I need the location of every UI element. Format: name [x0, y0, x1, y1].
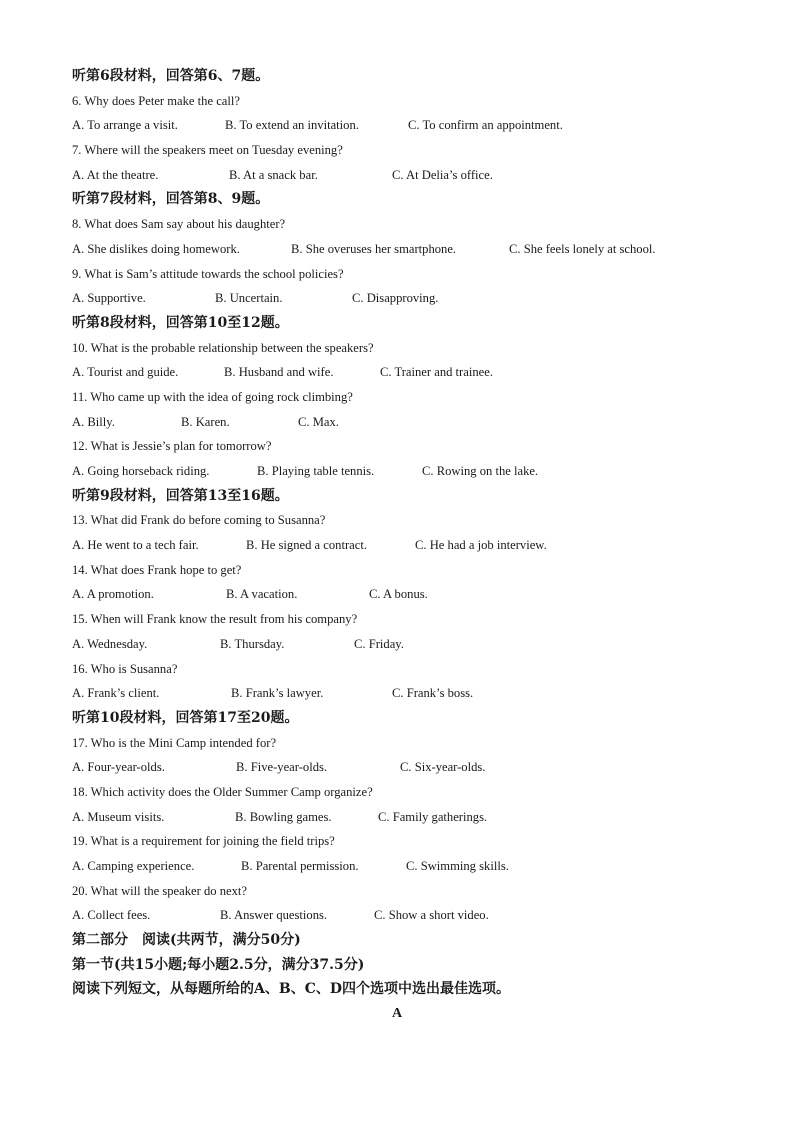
question-6: 6. Why does Peter make the call?: [72, 93, 240, 108]
option-b: B. A vacation.: [226, 587, 298, 602]
option-b: B. Five-year-olds.: [236, 760, 328, 775]
option-b: B. Uncertain.: [215, 291, 283, 306]
options-16: [72, 681, 722, 706]
section-heading-7: 听第7段材料，回答第8、9题。: [72, 191, 270, 208]
option-a: A. Going horseback riding.: [72, 464, 210, 478]
options-13: [72, 533, 722, 558]
options-19: [72, 854, 722, 879]
option-b: B. Bowling games.: [235, 809, 332, 824]
reading-instructions: 阅读下列短文，从每题所给的A、B、C、D四个选项中选出最佳选项。: [72, 981, 510, 998]
option-c: C. Show a short video.: [374, 908, 489, 923]
question-8: 8. What does Sam say about his daughter?: [72, 217, 286, 232]
question-18: 18. Which activity does the Older Summer Camp organize?: [72, 784, 373, 799]
option-c: C. Six-year-olds.: [400, 760, 486, 775]
option-b: B. Playing table tennis.: [257, 464, 375, 478]
option-a: A. Billy.: [72, 414, 115, 429]
option-c: C. Frank’s boss.: [392, 686, 474, 701]
option-c: C. Friday.: [354, 636, 404, 651]
option-c: C. She feels lonely at school.: [509, 241, 656, 256]
options-18: [72, 805, 722, 830]
option-a: A. Frank’s client.: [72, 686, 160, 701]
option-c: C. A bonus.: [369, 587, 428, 602]
option-b: B. Parental permission.: [241, 859, 359, 873]
section-heading-10: 听第10段材料，回答第17至20题。: [72, 709, 299, 726]
question-9: 9. What is Sam’s attitude towards the school policies?: [72, 266, 344, 281]
option-c: C. Max.: [298, 414, 339, 429]
option-a: A. At the theatre.: [72, 167, 159, 182]
exam-page: [72, 64, 722, 1027]
option-a: A. He went to a tech fair.: [72, 538, 199, 553]
question-19: 19. What is a requirement for joining the field trips?: [72, 834, 335, 849]
options-12: [72, 459, 722, 484]
option-b: B. Answer questions.: [220, 908, 328, 923]
passage-label: A: [391, 1006, 403, 1022]
option-c: C. Swimming skills.: [406, 859, 509, 873]
option-c: C. To confirm an appointment.: [408, 118, 563, 133]
section-one-heading: 第一节(共15小题;每小题2.5分，满分37.5分): [72, 956, 365, 973]
options-20: [72, 903, 722, 928]
option-a: A. Four-year-olds.: [72, 760, 165, 775]
options-10: [72, 360, 722, 385]
option-c: C. Rowing on the lake.: [422, 464, 539, 478]
question-11: 11. Who came up with the idea of going rock climbing?: [72, 389, 353, 404]
options-14: [72, 582, 722, 607]
question-12: 12. What is Jessie’s plan for tomorrow?: [72, 439, 272, 454]
option-a: A. To arrange a visit.: [72, 118, 178, 133]
question-16: 16. Who is Susanna?: [72, 661, 178, 676]
options-15: [72, 632, 722, 657]
option-c: C. At Delia’s office.: [392, 167, 493, 182]
option-b: B. Husband and wife.: [224, 365, 334, 380]
option-a: A. Collect fees.: [72, 908, 151, 923]
option-c: C. Family gatherings.: [378, 809, 488, 824]
options-11: [72, 410, 722, 435]
option-a: A. A promotion.: [72, 587, 154, 602]
option-b: B. Frank’s lawyer.: [231, 686, 324, 701]
option-c: C. Trainer and trainee.: [380, 365, 493, 380]
option-b: B. At a snack bar.: [229, 167, 318, 182]
question-13: 13. What did Frank do before coming to Susanna?: [72, 513, 326, 528]
options-8: [72, 237, 722, 262]
question-20: 20. What will the speaker do next?: [72, 883, 247, 898]
option-a: A. Wednesday.: [72, 636, 148, 651]
question-14: 14. What does Frank hope to get?: [72, 562, 242, 577]
options-17: [72, 755, 722, 780]
option-b: B. Thursday.: [220, 636, 285, 651]
option-a: A. She dislikes doing homework.: [72, 241, 240, 256]
option-a: A. Supportive.: [72, 291, 146, 306]
part-two-heading: 第二部分 阅读(共两节，满分50分): [72, 932, 301, 949]
section-heading-9: 听第9段材料，回答第13至16题。: [72, 487, 289, 504]
option-c: C. Disapproving.: [352, 291, 439, 306]
option-b: B. He signed a contract.: [246, 538, 367, 553]
options-9: [72, 286, 722, 311]
option-b: B. She overuses her smartphone.: [291, 241, 457, 256]
question-10: 10. What is the probable relationship between the speakers?: [72, 340, 374, 355]
option-b: B. To extend an invitation.: [225, 118, 359, 133]
section-heading-8: 听第8段材料，回答第10至12题。: [72, 314, 289, 331]
question-7: 7. Where will the speakers meet on Tuesday evening?: [72, 143, 343, 158]
question-15: 15. When will Frank know the result from his company?: [72, 612, 358, 627]
section-heading-6: 听第6段材料，回答第6、7题。: [72, 68, 270, 84]
options-7: [72, 163, 722, 188]
question-17: 17. Who is the Mini Camp intended for?: [72, 735, 277, 750]
option-b: B. Karen.: [181, 414, 230, 429]
option-c: C. He had a job interview.: [415, 538, 547, 553]
option-a: A. Tourist and guide.: [72, 365, 179, 380]
option-a: A. Museum visits.: [72, 809, 165, 824]
option-a: A. Camping experience.: [72, 859, 195, 873]
options-6: [72, 113, 722, 138]
